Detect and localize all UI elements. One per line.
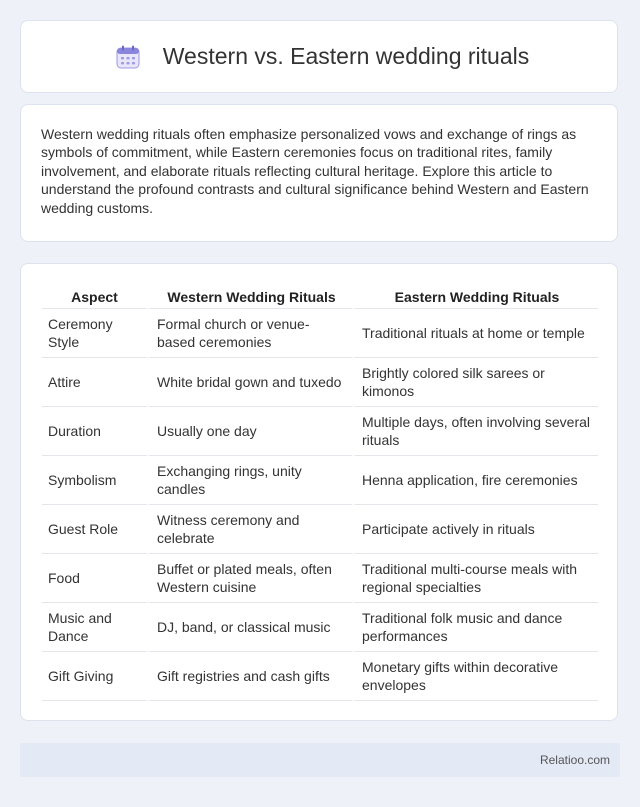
cell-aspect: Attire: [42, 358, 147, 407]
table-row: [42, 358, 598, 407]
cell-eastern: Monetary gifts within decorative envelopes: [352, 652, 598, 701]
header-eastern: Eastern Wedding Rituals: [352, 286, 598, 309]
cell-western: White bridal gown and tuxedo: [147, 358, 352, 407]
cell-western: Witness ceremony and celebrate: [147, 505, 352, 554]
cell-western: Formal church or venue-based ceremonies: [147, 309, 352, 358]
calendar-icon: [115, 44, 141, 70]
cell-eastern: Brightly colored silk sarees or kimonos: [352, 358, 598, 407]
table-header-row: [42, 286, 598, 309]
header-western: Western Wedding Rituals: [147, 286, 352, 309]
cell-aspect: Duration: [42, 407, 147, 456]
cell-western: Usually one day: [147, 407, 352, 456]
table-row: [42, 407, 598, 456]
table-row: [42, 505, 598, 554]
cell-western: Exchanging rings, unity candles: [147, 456, 352, 505]
title-card: [20, 20, 618, 93]
cell-aspect: Ceremony Style: [42, 309, 147, 358]
cell-western: Buffet or plated meals, often Western cuisine: [147, 554, 352, 603]
cell-eastern: Traditional rituals at home or temple: [352, 309, 598, 358]
cell-aspect: Symbolism: [42, 456, 147, 505]
cell-western: Gift registries and cash gifts: [147, 652, 352, 701]
cell-eastern: Participate actively in rituals: [352, 505, 598, 554]
intro-text: Western wedding rituals often emphasize personalized vows and exchange of rings as symbols of commitment, while Eastern ceremonies focus on traditional rites, family involvement, and elaborate rituals reflecting cultural heritage. Explore this article to understand the profound contrasts and cultural significance behind Western and Eastern wedding customs.: [41, 126, 589, 216]
table-row: [42, 309, 598, 358]
comparison-card: [20, 263, 618, 721]
cell-aspect: Gift Giving: [42, 652, 147, 701]
page-title: Western vs. Eastern wedding rituals: [162, 43, 530, 69]
cell-aspect: Guest Role: [42, 505, 147, 554]
cell-aspect: Food: [42, 554, 147, 603]
footer-bar: [20, 743, 620, 777]
cell-eastern: Traditional multi-course meals with regional specialties: [352, 554, 598, 603]
cell-aspect: Music and Dance: [42, 603, 147, 652]
cell-eastern: Henna application, fire ceremonies: [352, 456, 598, 505]
table-row: [42, 456, 598, 505]
table-row: [42, 603, 598, 652]
header-aspect: Aspect: [42, 286, 147, 309]
cell-western: DJ, band, or classical music: [147, 603, 352, 652]
footer-brand[interactable]: Relatioo.com: [539, 753, 610, 767]
cell-eastern: Traditional folk music and dance performances: [352, 603, 598, 652]
cell-eastern: Multiple days, often involving several rituals: [352, 407, 598, 456]
comparison-table: [42, 286, 598, 701]
intro-card: [20, 104, 618, 242]
table-row: [42, 554, 598, 603]
table-row: [42, 652, 598, 701]
